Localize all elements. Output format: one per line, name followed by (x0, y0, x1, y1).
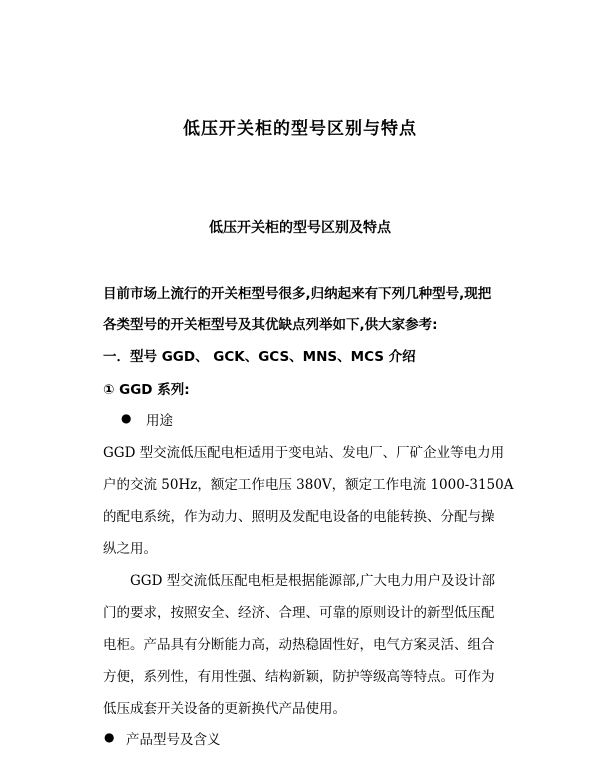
bullet-icon: ● (121, 411, 132, 425)
paragraph-line: 方便，系列性，有用性强、结构新颖，防护等级高等特点。可作为 (103, 669, 495, 685)
paragraph-line: 的配电系统，作为动力、照明及发配电设备的电能转换、分配与操 (103, 509, 495, 525)
section-heading: 一．型号 GGD、 GCK、GCS、MNS、MCS 介绍 (103, 349, 416, 365)
paragraph-line: 电柜。产品具有分断能力高，动热稳固性好，电气方案灵活、组合 (103, 637, 495, 653)
document-title: 低压开关柜的型号区别与特点 (183, 119, 417, 139)
paragraph-line: 低压成套开关设备的更新换代产品使用。 (103, 701, 346, 717)
intro-line-2: 各类型号的开关柜型号及其优缺点列举如下,供大家参考: (103, 317, 438, 333)
subsection-heading: ① GGD 系列: (103, 382, 190, 398)
model-label: 产品型号及含义 (126, 732, 221, 748)
paragraph-line: GGD 型交流低压配电柜适用于变电站、发电厂、厂矿企业等电力用 (103, 445, 505, 461)
paragraph-line: GGD 型交流低压配电柜是根据能源部,广大电力用户及设计部 (130, 573, 495, 589)
paragraph-line: 纵之用。 (103, 541, 157, 557)
document-subtitle: 低压开关柜的型号区别及特点 (209, 220, 391, 236)
bullet-icon: ● (104, 730, 115, 744)
paragraph-line: 户的交流 50Hz，额定工作电压 380V，额定工作电流 1000-3150A (103, 477, 514, 493)
usage-label: 用途 (146, 413, 173, 429)
paragraph-line: 门的要求，按照安全、经济、合理、可靠的原则设计的新型低压配 (103, 605, 495, 621)
intro-line-1: 目前市场上流行的开关柜型号很多,归纳起来有下列几种型号,现把 (103, 286, 492, 302)
